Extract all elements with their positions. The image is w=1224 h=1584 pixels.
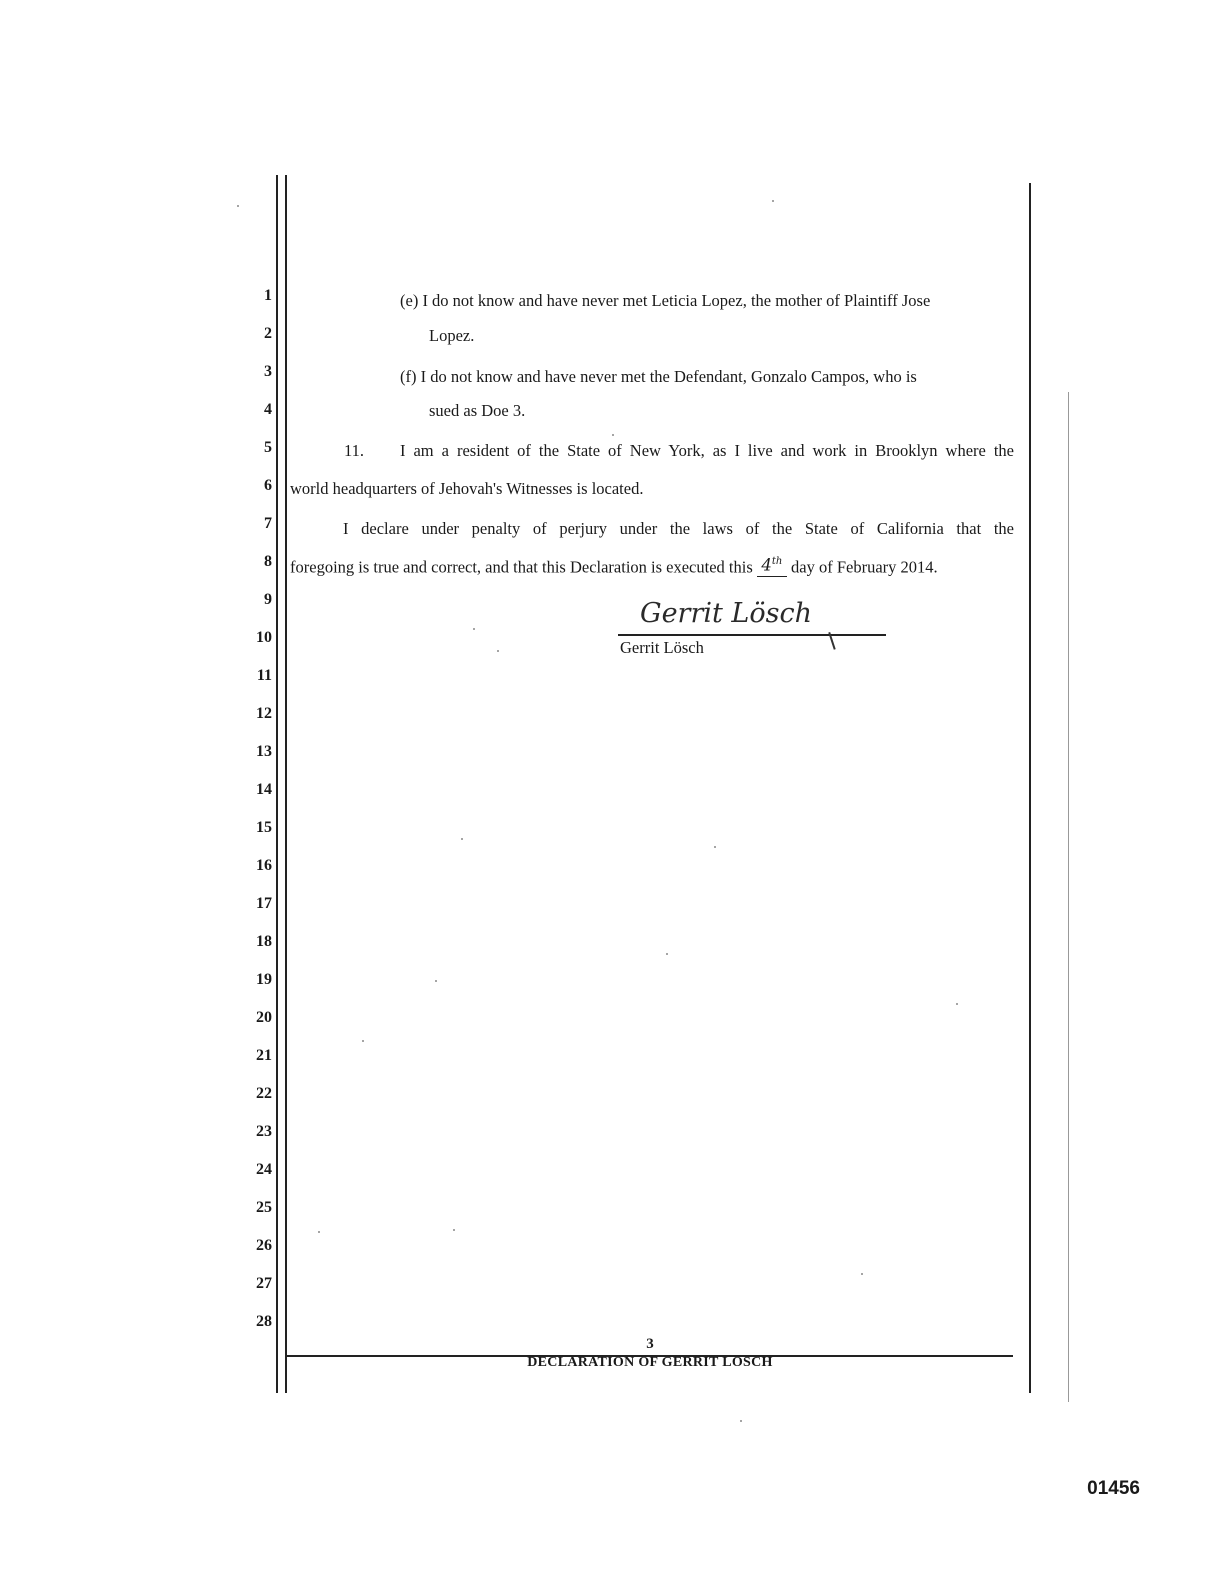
line-number: 6 <box>264 477 272 494</box>
declaration-line-1: I declare under penalty of perjury under the laws of the State of California that the <box>343 519 1014 538</box>
line-number: 5 <box>264 439 272 456</box>
item-f-line-2: sued as Doe 3. <box>429 401 526 420</box>
line-number: 12 <box>256 705 272 722</box>
line-number: 28 <box>256 1313 272 1330</box>
line-number: 2 <box>264 325 272 342</box>
item-f-line-1: (f) I do not know and have never met the Defendant, Gonzalo Campos, who is <box>400 367 917 386</box>
line-number: 1 <box>264 287 272 304</box>
signatory-printed-name: Gerrit Lösch <box>620 638 704 657</box>
paragraph-11-line-1: I am a resident of the State of New York, as I live and work in Brooklyn where the <box>400 441 1014 460</box>
right-margin-rule <box>1029 183 1031 1393</box>
paragraph-11-number: 11. <box>344 441 365 460</box>
line-number: 10 <box>256 629 272 646</box>
handwritten-day-suffix: th <box>771 556 783 567</box>
line-number: 17 <box>256 895 272 912</box>
line-number: 15 <box>256 819 272 836</box>
line-number: 14 <box>256 781 272 798</box>
item-e-line-1: (e) I do not know and have never met Leticia Lopez, the mother of Plaintiff Jose <box>400 291 931 310</box>
line-number: 8 <box>264 553 272 570</box>
line-number: 3 <box>264 363 272 380</box>
line-number: 26 <box>256 1237 272 1254</box>
line-number: 21 <box>256 1047 272 1064</box>
line-number: 24 <box>256 1161 272 1178</box>
line-number: 19 <box>256 971 272 988</box>
scan-edge-mark <box>1068 392 1069 1402</box>
handwritten-signature: Gerrit Lösch <box>640 598 812 629</box>
declaration-line-2-start: foregoing is true and correct, and that this Declaration is executed this <box>290 557 753 577</box>
signature-line <box>618 634 886 636</box>
declaration-line-2 <box>290 554 938 579</box>
line-number: 7 <box>264 515 272 532</box>
line-number: 23 <box>256 1123 272 1140</box>
footer-document-title: DECLARATION OF GERRIT LOSCH <box>527 1355 773 1370</box>
line-number: 22 <box>256 1085 272 1102</box>
line-number: 4 <box>264 401 272 418</box>
item-e-line-2: Lopez. <box>429 326 475 345</box>
line-number: 20 <box>256 1009 272 1026</box>
paragraph-11-line-2: world headquarters of Jehovah's Witnesses is located. <box>290 479 644 498</box>
bates-number: 01456 <box>1087 1478 1140 1499</box>
line-number: 13 <box>256 743 272 760</box>
declaration-line-2-end: day of February 2014. <box>791 557 938 577</box>
line-number: 27 <box>256 1275 272 1292</box>
left-margin-rule-inner <box>285 175 287 1393</box>
line-number: 16 <box>256 857 272 874</box>
line-number: 9 <box>264 591 272 608</box>
handwritten-day <box>757 552 787 577</box>
line-number: 25 <box>256 1199 272 1216</box>
left-margin-rule-outer <box>276 175 278 1393</box>
page-number: 3 <box>646 1336 654 1352</box>
handwritten-day-number: 4 <box>761 555 772 575</box>
line-number: 18 <box>256 933 272 950</box>
line-number: 11 <box>256 667 272 684</box>
